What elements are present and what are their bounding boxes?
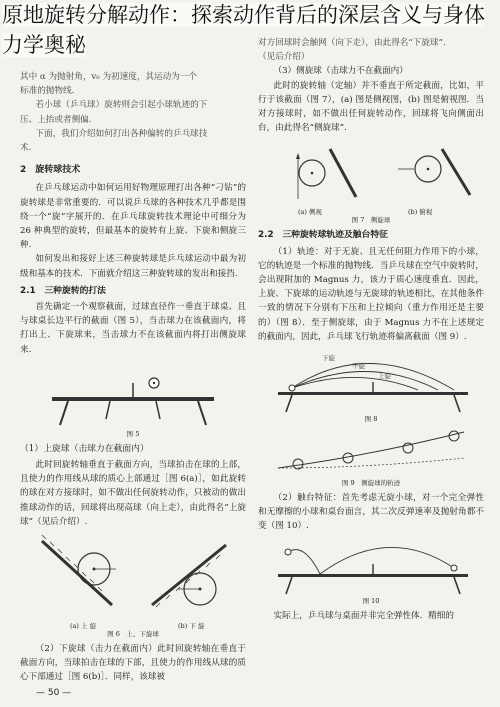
fig6-sublabels — [20, 619, 246, 629]
figure-9 — [258, 428, 484, 488]
fig7-sublabels — [258, 205, 484, 215]
fig8-label-nospin: 不旋 — [352, 362, 365, 371]
fig8-label-backspin: 下旋 — [322, 354, 335, 363]
sub22-heading: 2.2 三种旋转球轨迹及触台特征 — [258, 230, 388, 241]
trajectory-diagram-fig8 — [258, 348, 484, 414]
topspin-para: 此时回旋转轴垂直于截面方向，当球拍击在球的上部，且使力的作用线从球的质心上部通过［图 6(a)］，如此旋转的球在对方接球时，如不做出任何旋转动作，只被动的做出推球动作的话，回球将出现高球（向上走），由此得名“上旋球”（见后介绍）. — [20, 460, 246, 527]
sidespin-para: 此时的旋转轴（定轴）并不垂直于所定截面，比如，平行于该截面（图 7），(a) 图是侧视图，(b) 图是俯视图．当对方接球时，如不做出任何旋转动作，回球将飞向侧面出台，由此得名“侧旋球”. — [258, 80, 484, 134]
fig7-caption: 图 7 侧旋球 — [351, 216, 391, 225]
fig7-label-b: (b) 俯视 — [408, 208, 433, 217]
right-top-line-2: （3）侧旋球（击球力不在截面内） — [273, 66, 408, 77]
intro-line-1: 标准的抛物线. — [20, 86, 75, 97]
fig6-label-a: (a) 上 旋 — [70, 622, 97, 631]
right-top-line-0: 对方回球时会触网（向下走），由此得名“下旋球”. — [258, 38, 446, 48]
figure-6 — [20, 533, 246, 639]
fig10-caption: 图 10 — [362, 596, 380, 605]
figure-5 — [20, 361, 246, 439]
sidespin-trajectory-fig9 — [258, 428, 484, 478]
intro-line-5: 术. — [20, 143, 32, 154]
sub21-heading: 2.1 三种旋转的打法 — [20, 285, 106, 296]
sub21-para: 首先确定一个观察截面，过球直径作一垂直于球桌、且与球桌长边平行的截面（图 5），当击球力在该截面内，将打出上、下旋球来，当击球力不在该截面内将打出侧旋球来. — [20, 302, 246, 355]
bounce-diagram-fig10 — [258, 538, 484, 596]
section2-para-1: 如何发出和接好上述三种旋转球是乒乓球运动中最为初级和基本的技术．下面就介绍这三种旋转球的发出和接挡. — [20, 254, 246, 279]
left-column — [20, 36, 246, 685]
figure-7 — [258, 139, 484, 225]
fig6-caption: 图 6 上、下旋球 — [107, 630, 159, 639]
fig8-caption: 图 8 — [364, 415, 378, 424]
figure-10 — [258, 538, 484, 606]
fig5-caption: 图 5 — [126, 429, 140, 438]
right-top-line-1: （见后介绍） — [258, 52, 310, 63]
fig9-caption: 图 9 侧旋球的轨迹 — [341, 479, 401, 488]
fig6-label-b: (b) 下 旋 — [178, 622, 205, 631]
spin-diagram-fig6 — [20, 533, 246, 619]
right-column — [258, 36, 484, 623]
page-number: — 50 — — [36, 688, 72, 698]
intro-line-0: 其中 α 为抛射角，v₀ 为初速度，其运动为一个 — [20, 72, 197, 82]
fig8-label-topspin: 上旋 — [378, 372, 391, 381]
sub22-para: （1）轨迹：对于无旋、且无任何阻力作用下的小球，它的轨迹是一个标准的抛物线．当乒乓球在空气中旋转时，会出现附加的 Magnus 力，该力于质心速度垂直．因此，上旋、下旋球的运动轨迹与无旋球的轨迹相比，在其他条件一致的情况下分别有下压和上拉倾向（重力作用还是主要的）（图 8）．至于侧旋球，由于 Magnus 力不在上述规定的截面内，因此，乒乓球飞行轨迹将偏离截面（图 9）. — [258, 246, 484, 342]
sidespin-diagram-fig7 — [258, 139, 484, 205]
intro-block — [20, 70, 246, 155]
title-text: 原地旋转分解动作：探索动作背后的深层含义与身体力学奥秘 — [2, 3, 485, 57]
intro-line-2: 若小球（乒乓球）旋转则会引起小球轨迹的下 — [35, 100, 208, 111]
topspin-heading: （1）上旋球（击球力在截面内） — [20, 443, 149, 454]
last-line: 实际上，乒乓球与桌面并非完全弹性体．精细的 — [273, 610, 454, 621]
table-diagram-fig5 — [20, 361, 246, 429]
section2-heading: 2 旋转球技术 — [20, 165, 81, 176]
contact-para: （2）触台特征：首先考虑无旋小球，对一个完全弹性和无摩擦的小球和桌台面言，其二次反弹速率及抛射角都不变（图 10）. — [258, 493, 484, 532]
fig7-label-a: (a) 侧视 — [298, 208, 323, 217]
intro-line-3: 压、上抬或者侧偏. — [20, 114, 92, 125]
intro-line-4: 下面，我们介绍如何打出各种偏转的乒乓球技 — [35, 128, 208, 139]
figure-8 — [258, 348, 484, 424]
overlay-title — [0, 0, 500, 60]
section2-para-0: 在乒乓球运动中如何运用好物理原理打出各种“刁钻”的旋转球是非常重要的．可以说乒乓球的各种技术几乎都是围绕一个“旋”字展开的．在乒乓球旋转技术理论中可细分为 26 种典型的旋转，但最基本的旋转有上旋、下旋和侧旋三种. — [20, 183, 246, 251]
backspin-para: （2）下旋球（击力在截面内）此时回旋转轴在垂直于截面方向，当球拍击在球的下部，且使力的作用线从球的质心下部通过［图 6(b)］．同样，该球被 — [20, 644, 246, 683]
